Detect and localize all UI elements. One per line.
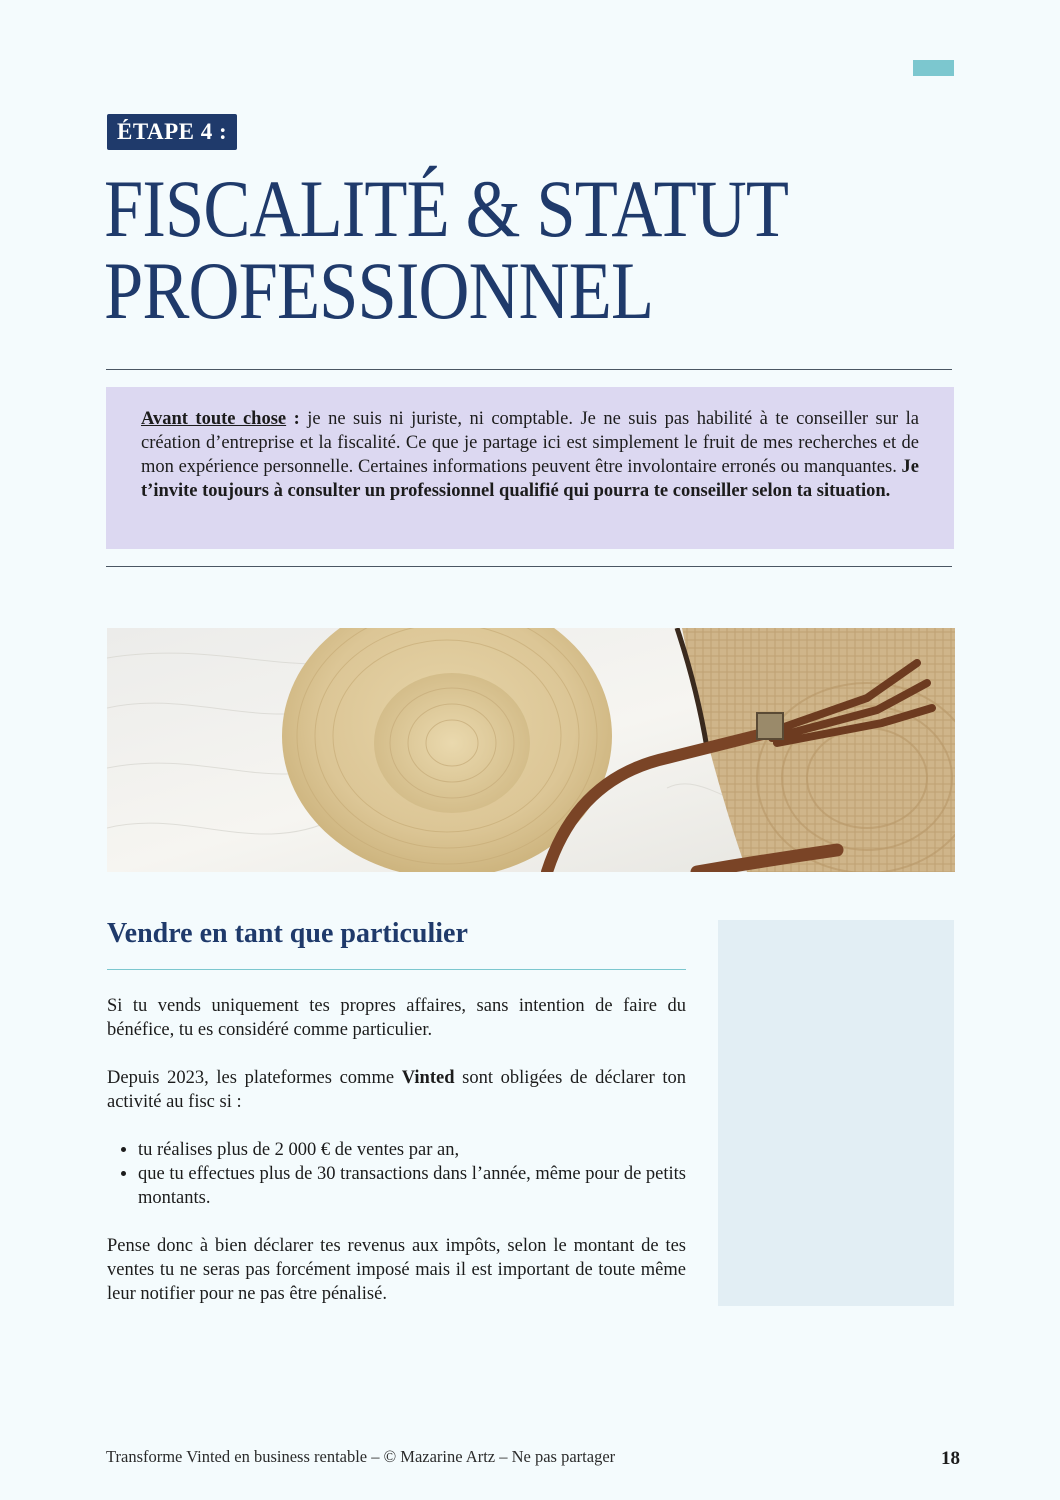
paragraph-declaration-end: sont obligées de déclarer ton activité au fisc si : — [107, 1068, 686, 1112]
brand-name: Vinted — [401, 1068, 455, 1088]
page-title-line-2: PROFESSIONNEL — [104, 245, 654, 336]
corner-accent-tab — [913, 60, 954, 76]
page-title — [104, 163, 844, 336]
paragraph-particulier: Si tu vends uniquement tes propres affaires, sans intention de faire du bénéfice, tu es considéré comme particulier. — [107, 996, 686, 1040]
step-badge: ÉTAPE 4 : — [107, 114, 237, 150]
page-title-line-1: FISCALITÉ & STATUT — [104, 163, 789, 254]
disclaimer-emphasis: Je t’invite toujours à consulter un professionnel qualifié qui pourra te conseiller selon ta situation. — [141, 457, 919, 501]
page-number: 18 — [941, 1448, 960, 1469]
divider-top — [106, 369, 952, 370]
disclaimer-text — [141, 407, 919, 503]
list-item: • que tu effectues plus de 30 transactions dans l’année, même pour de petits montants. — [138, 1162, 686, 1210]
section-divider — [107, 969, 686, 970]
sidebar-panel — [718, 920, 954, 1306]
paragraph-declaration — [107, 1066, 686, 1114]
paragraph-advice: Pense donc à bien déclarer tes revenus aux impôts, selon le montant de tes ventes tu ne seras pas forcément imposé mais il est important de toute même leur notifier pour ne pas être pénalisé. — [107, 1236, 686, 1304]
straw-hat-bag-photo — [107, 628, 955, 872]
disclaimer-box — [106, 387, 954, 549]
divider-bottom — [106, 566, 952, 567]
section-body — [107, 994, 686, 1330]
disclaimer-lead-colon: : — [286, 409, 300, 429]
disclaimer-lead: Avant toute chose — [141, 409, 287, 429]
section-heading: Vendre en tant que particulier — [107, 918, 468, 949]
threshold-list — [107, 1138, 686, 1210]
footer-copyright: Transforme Vinted en business rentable – © Mazarine Artz – Ne pas partager — [106, 1447, 616, 1466]
list-item: • tu réalises plus de 2 000 € de ventes par an, — [138, 1138, 686, 1162]
paragraph-declaration-start: Depuis 2023, les plateformes comme — [107, 1068, 402, 1088]
disclaimer-body: je ne suis ni juriste, ni comptable. Je ne suis pas habilité à te conseiller sur la création d’entreprise et la fiscalité. Ce que je partage ici est simplement le fruit de mes recherches et de mon expérience personnelle. Certaines informations peuvent être involontaire erronés ou manquantes. — [141, 409, 919, 477]
